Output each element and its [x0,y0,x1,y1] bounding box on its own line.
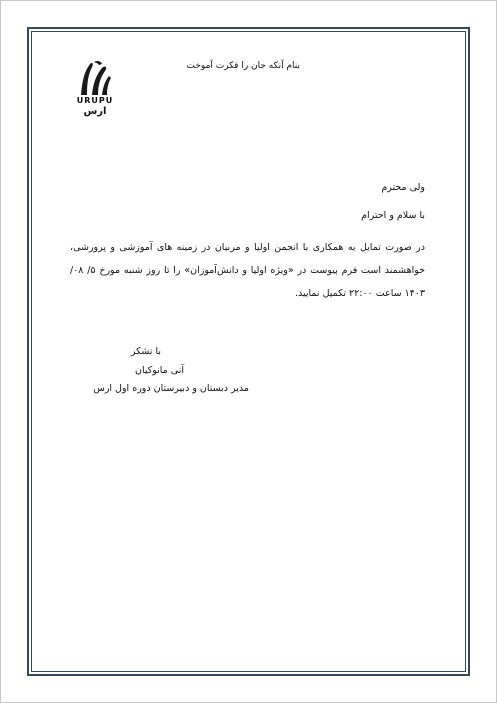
salutation: با سلام و احترام [361,210,425,221]
page-border-inner [31,31,466,672]
school-logo [72,60,120,122]
greeting: ولی محترم [381,182,425,193]
signer-name: آنی مانوکیان [134,365,184,376]
closing: با تشکر [130,346,161,357]
logo-persian-text: ارس [83,106,107,117]
signer-title: مدیر دبستان و دبیرستان دوره اول ارس [93,383,249,394]
logo-latin-text: URUPU [76,96,114,105]
body-paragraph: در صورت تمایل به همکاری با انجمن اولیا و مربیان در زمینه های آموزشی و پرورشی، خواهشمند است فرم پیوست در «ویژه اولیا و دانش‌آموزان» را تا روز شنبه مورخ ۵/ ۰۸/ ۱۴۰۳ ساعت ۲۲:۰۰ تکمیل نمایید. [70,242,425,299]
letter-heading: بنام آنکه جان را فکرت آموخت [186,61,300,71]
logo-mark-icon [78,60,112,96]
